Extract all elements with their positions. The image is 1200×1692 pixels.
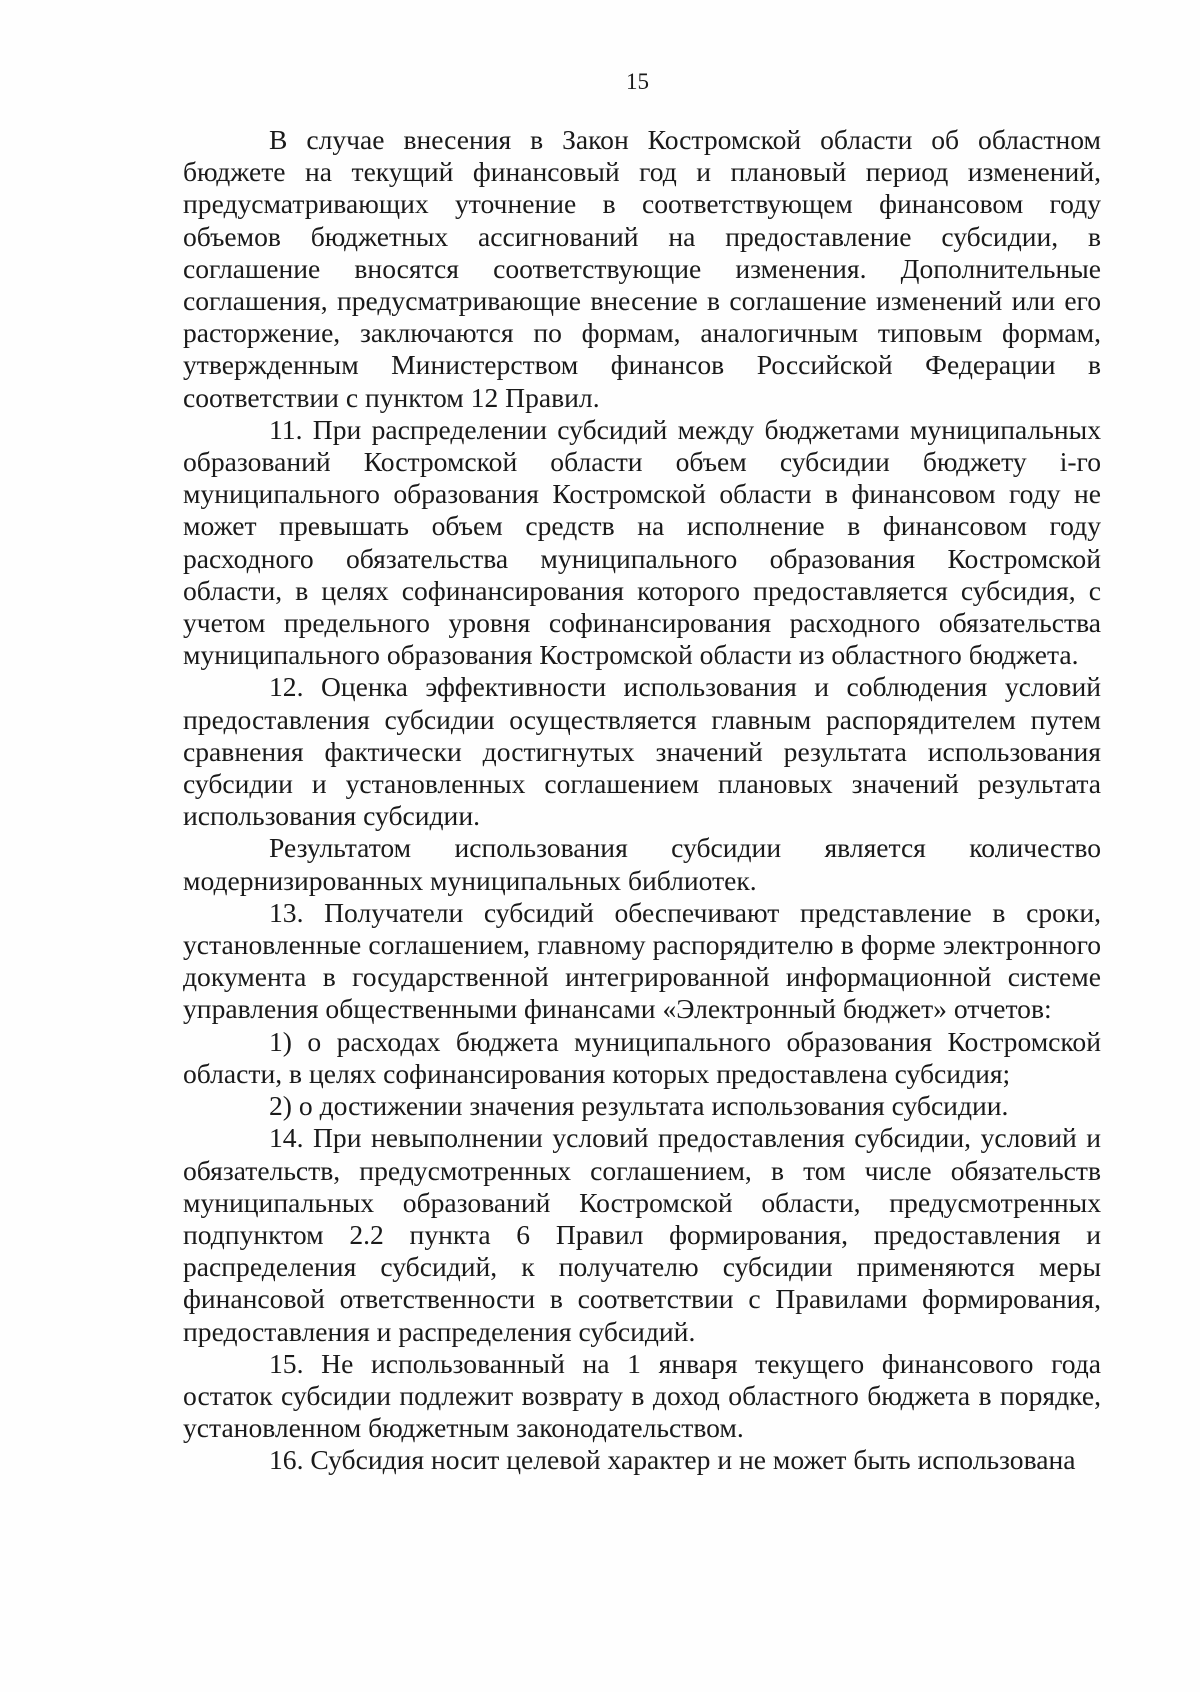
paragraph-result-definition: Результатом использования субсидии является количество модернизированных муниципальных библиотек. xyxy=(183,832,1101,896)
paragraph-15-unused-balance: 15. Не использованный на 1 января текущего финансового года остаток субсидии подлежит возврату в доход областного бюджета в порядке, установленном бюджетным законодательством. xyxy=(183,1347,1101,1444)
document-body xyxy=(183,124,1101,1477)
list-item-report-expenses: 1) о расходах бюджета муниципального образования Костромской области, в целях софинансирования которых предоставлена субсидия; xyxy=(183,1025,1101,1089)
paragraph-11-distribution: 11. При распределении субсидий между бюджетами муниципальных образований Костромской области объем субсидии бюджету i-го муниципального образования Костромской области в финансовом году не может превышать объем средств на исполнение в финансовом году расходного обязательства муниципального образования Костромской области, в целях софинансирования которого предоставляется субсидия, с учетом предельного уровня софинансирования расходного обязательства муниципального образования Костромской области из областного бюджета. xyxy=(183,413,1101,671)
paragraph-budget-law-changes: В случае внесения в Закон Костромской области об областном бюджете на текущий финансовый год и плановый период изменений, предусматривающих уточнение в соответствующем финансовом году объемов бюджетных ассигнований на предоставление субсидии, в соглашение вносятся соответствующие изменения. Дополнительные соглашения, предусматривающие внесение в соглашение изменений или его расторжение, заключаются по формам, аналогичным типовым формам, утвержденным Министерством финансов Российской Федерации в соответствии с пунктом 12 Правил. xyxy=(183,124,1101,413)
paragraph-12-efficiency-evaluation: 12. Оценка эффективности использования и соблюдения условий предоставления субсидии осуществляется главным распорядителем путем сравнения фактически достигнутых значений результата использования субсидии и установленных соглашением плановых значений результата использования субсидии. xyxy=(183,671,1101,832)
paragraph-13-reporting: 13. Получатели субсидий обеспечивают представление в сроки, установленные соглашением, главному распорядителю в форме электронного документа в государственной интегрированной информационной системе управления общественными финансами «Электронный бюджет» отчетов: xyxy=(183,896,1101,1025)
paragraph-14-noncompliance: 14. При невыполнении условий предоставления субсидии, условий и обязательств, предусмотренных соглашением, в том числе обязательств муниципальных образований Костромской области, предусмотренных подпунктом 2.2 пункта 6 Правил формирования, предоставления и распределения субсидий, к получателю субсидии применяются меры финансовой ответственности в соответствии с Правилами формирования, предоставления и распределения субсидий. xyxy=(183,1122,1101,1347)
list-item-report-result: 2) о достижении значения результата использования субсидии. xyxy=(269,1090,1009,1122)
page-number: 15 xyxy=(626,69,649,94)
paragraph-16-targeted-use: 16. Субсидия носит целевой характер и не может быть использована xyxy=(269,1444,1076,1476)
